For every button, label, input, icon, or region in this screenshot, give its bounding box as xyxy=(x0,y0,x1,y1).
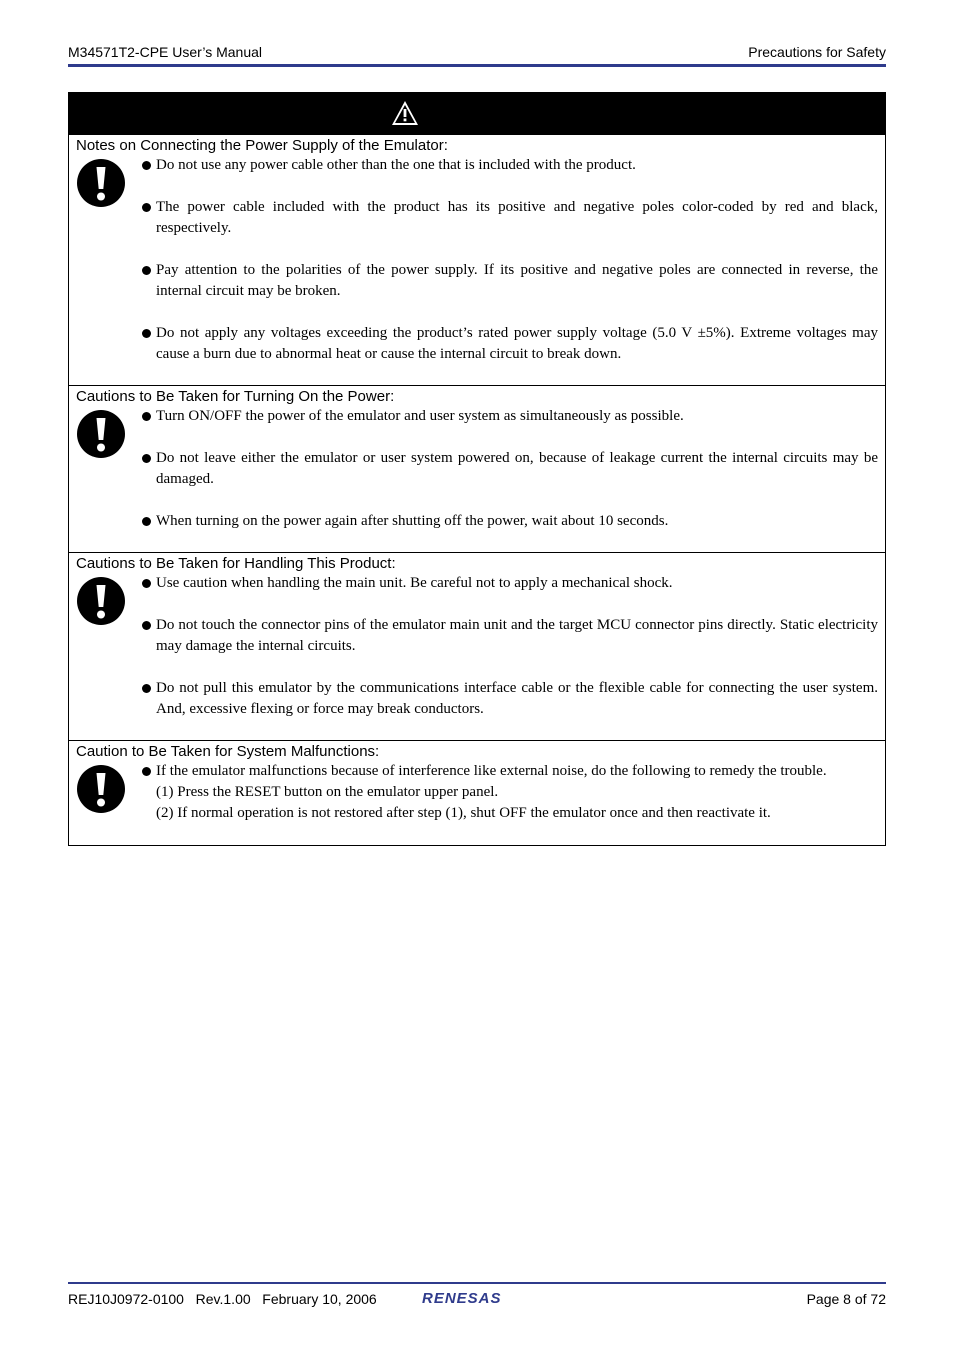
list-item: Do not use any power cable other than the one that is included with the product. xyxy=(142,155,878,176)
list-item: Do not leave either the emulator or user system powered on, because of leakage current the internal circuits may be damaged. xyxy=(142,448,878,490)
caution-table xyxy=(68,92,886,846)
bullet-dot-icon xyxy=(142,621,151,630)
list-item: When turning on the power again after shutting off the power, wait about 10 seconds. xyxy=(142,511,878,532)
list-item: Do not pull this emulator by the communications interface cable or the flexible cable for connecting the user system. And, excessive flexing or force may break conductors. xyxy=(142,678,878,720)
bullet-dot-icon xyxy=(142,767,151,776)
renesas-logo: RENESAS xyxy=(422,1290,502,1307)
section-title: Notes on Connecting the Power Supply of the Emulator: xyxy=(76,137,448,154)
exclamation-icon xyxy=(76,409,126,459)
bullet-list xyxy=(142,761,878,824)
remedy-step: (2) If normal operation is not restored after step (1), shut OFF the emulator once and then reactivate it. xyxy=(156,805,771,821)
exclamation-icon xyxy=(76,764,126,814)
section-handling-product xyxy=(69,552,885,740)
header-document-title: M34571T2-CPE User’s Manual xyxy=(68,44,263,60)
section-power-supply xyxy=(69,134,885,385)
section-system-malfunctions xyxy=(69,740,885,845)
bullet-dot-icon xyxy=(142,329,151,338)
warning-triangle-icon xyxy=(390,99,420,127)
bullet-dot-icon xyxy=(142,203,151,212)
list-item: If the emulator malfunctions because of interference like external noise, do the following to remedy the trouble. (1) Press the RESET button on the emulator upper panel. (2) If normal operation is not restored after step (1), shut OFF the emulator once and then reactivate it. xyxy=(142,761,878,824)
bullet-list xyxy=(142,573,878,720)
list-item: Do not apply any voltages exceeding the product’s rated power supply voltage (5.0 V ±5%). Extreme voltages may cause a burn due to abnormal heat or cause the internal circuit to break down. xyxy=(142,323,878,365)
list-item: Use caution when handling the main unit. Be careful not to apply a mechanical shock. xyxy=(142,573,878,594)
exclamation-icon xyxy=(76,576,126,626)
exclamation-icon xyxy=(76,158,126,208)
bullet-dot-icon xyxy=(142,517,151,526)
header-section-title: Precautions for Safety xyxy=(748,44,886,60)
footer-document-info: REJ10J0972-0100 Rev.1.00 February 10, 2006 xyxy=(68,1291,377,1307)
footer-page-number: Page 8 of 72 xyxy=(806,1291,886,1307)
bullet-list xyxy=(142,155,878,365)
bullet-dot-icon xyxy=(142,412,151,421)
bullet-dot-icon xyxy=(142,266,151,275)
bullet-list xyxy=(142,406,878,532)
list-item: Do not touch the connector pins of the emulator main unit and the target MCU connector pins directly. Static electricity may damage the internal circuits. xyxy=(142,615,878,657)
section-turning-on-power xyxy=(69,385,885,552)
list-item: The power cable included with the product has its positive and negative poles color-coded by red and black, respectively. xyxy=(142,197,878,239)
bullet-dot-icon xyxy=(142,579,151,588)
footer-rule xyxy=(68,1282,886,1284)
bullet-dot-icon xyxy=(142,454,151,463)
list-item: Turn ON/OFF the power of the emulator and user system as simultaneously as possible. xyxy=(142,406,878,427)
list-item: Pay attention to the polarities of the power supply. If its positive and negative poles are connected in reverse, the internal circuit may be broken. xyxy=(142,260,878,302)
bullet-dot-icon xyxy=(142,161,151,170)
bullet-dot-icon xyxy=(142,684,151,693)
header-rule xyxy=(68,64,886,67)
section-title: Cautions to Be Taken for Handling This Product: xyxy=(76,555,396,572)
caution-banner xyxy=(69,93,885,134)
remedy-step: (1) Press the RESET button on the emulator upper panel. xyxy=(156,784,499,800)
section-title: Caution to Be Taken for System Malfunctions: xyxy=(76,743,380,760)
section-title: Cautions to Be Taken for Turning On the Power: xyxy=(76,388,395,405)
